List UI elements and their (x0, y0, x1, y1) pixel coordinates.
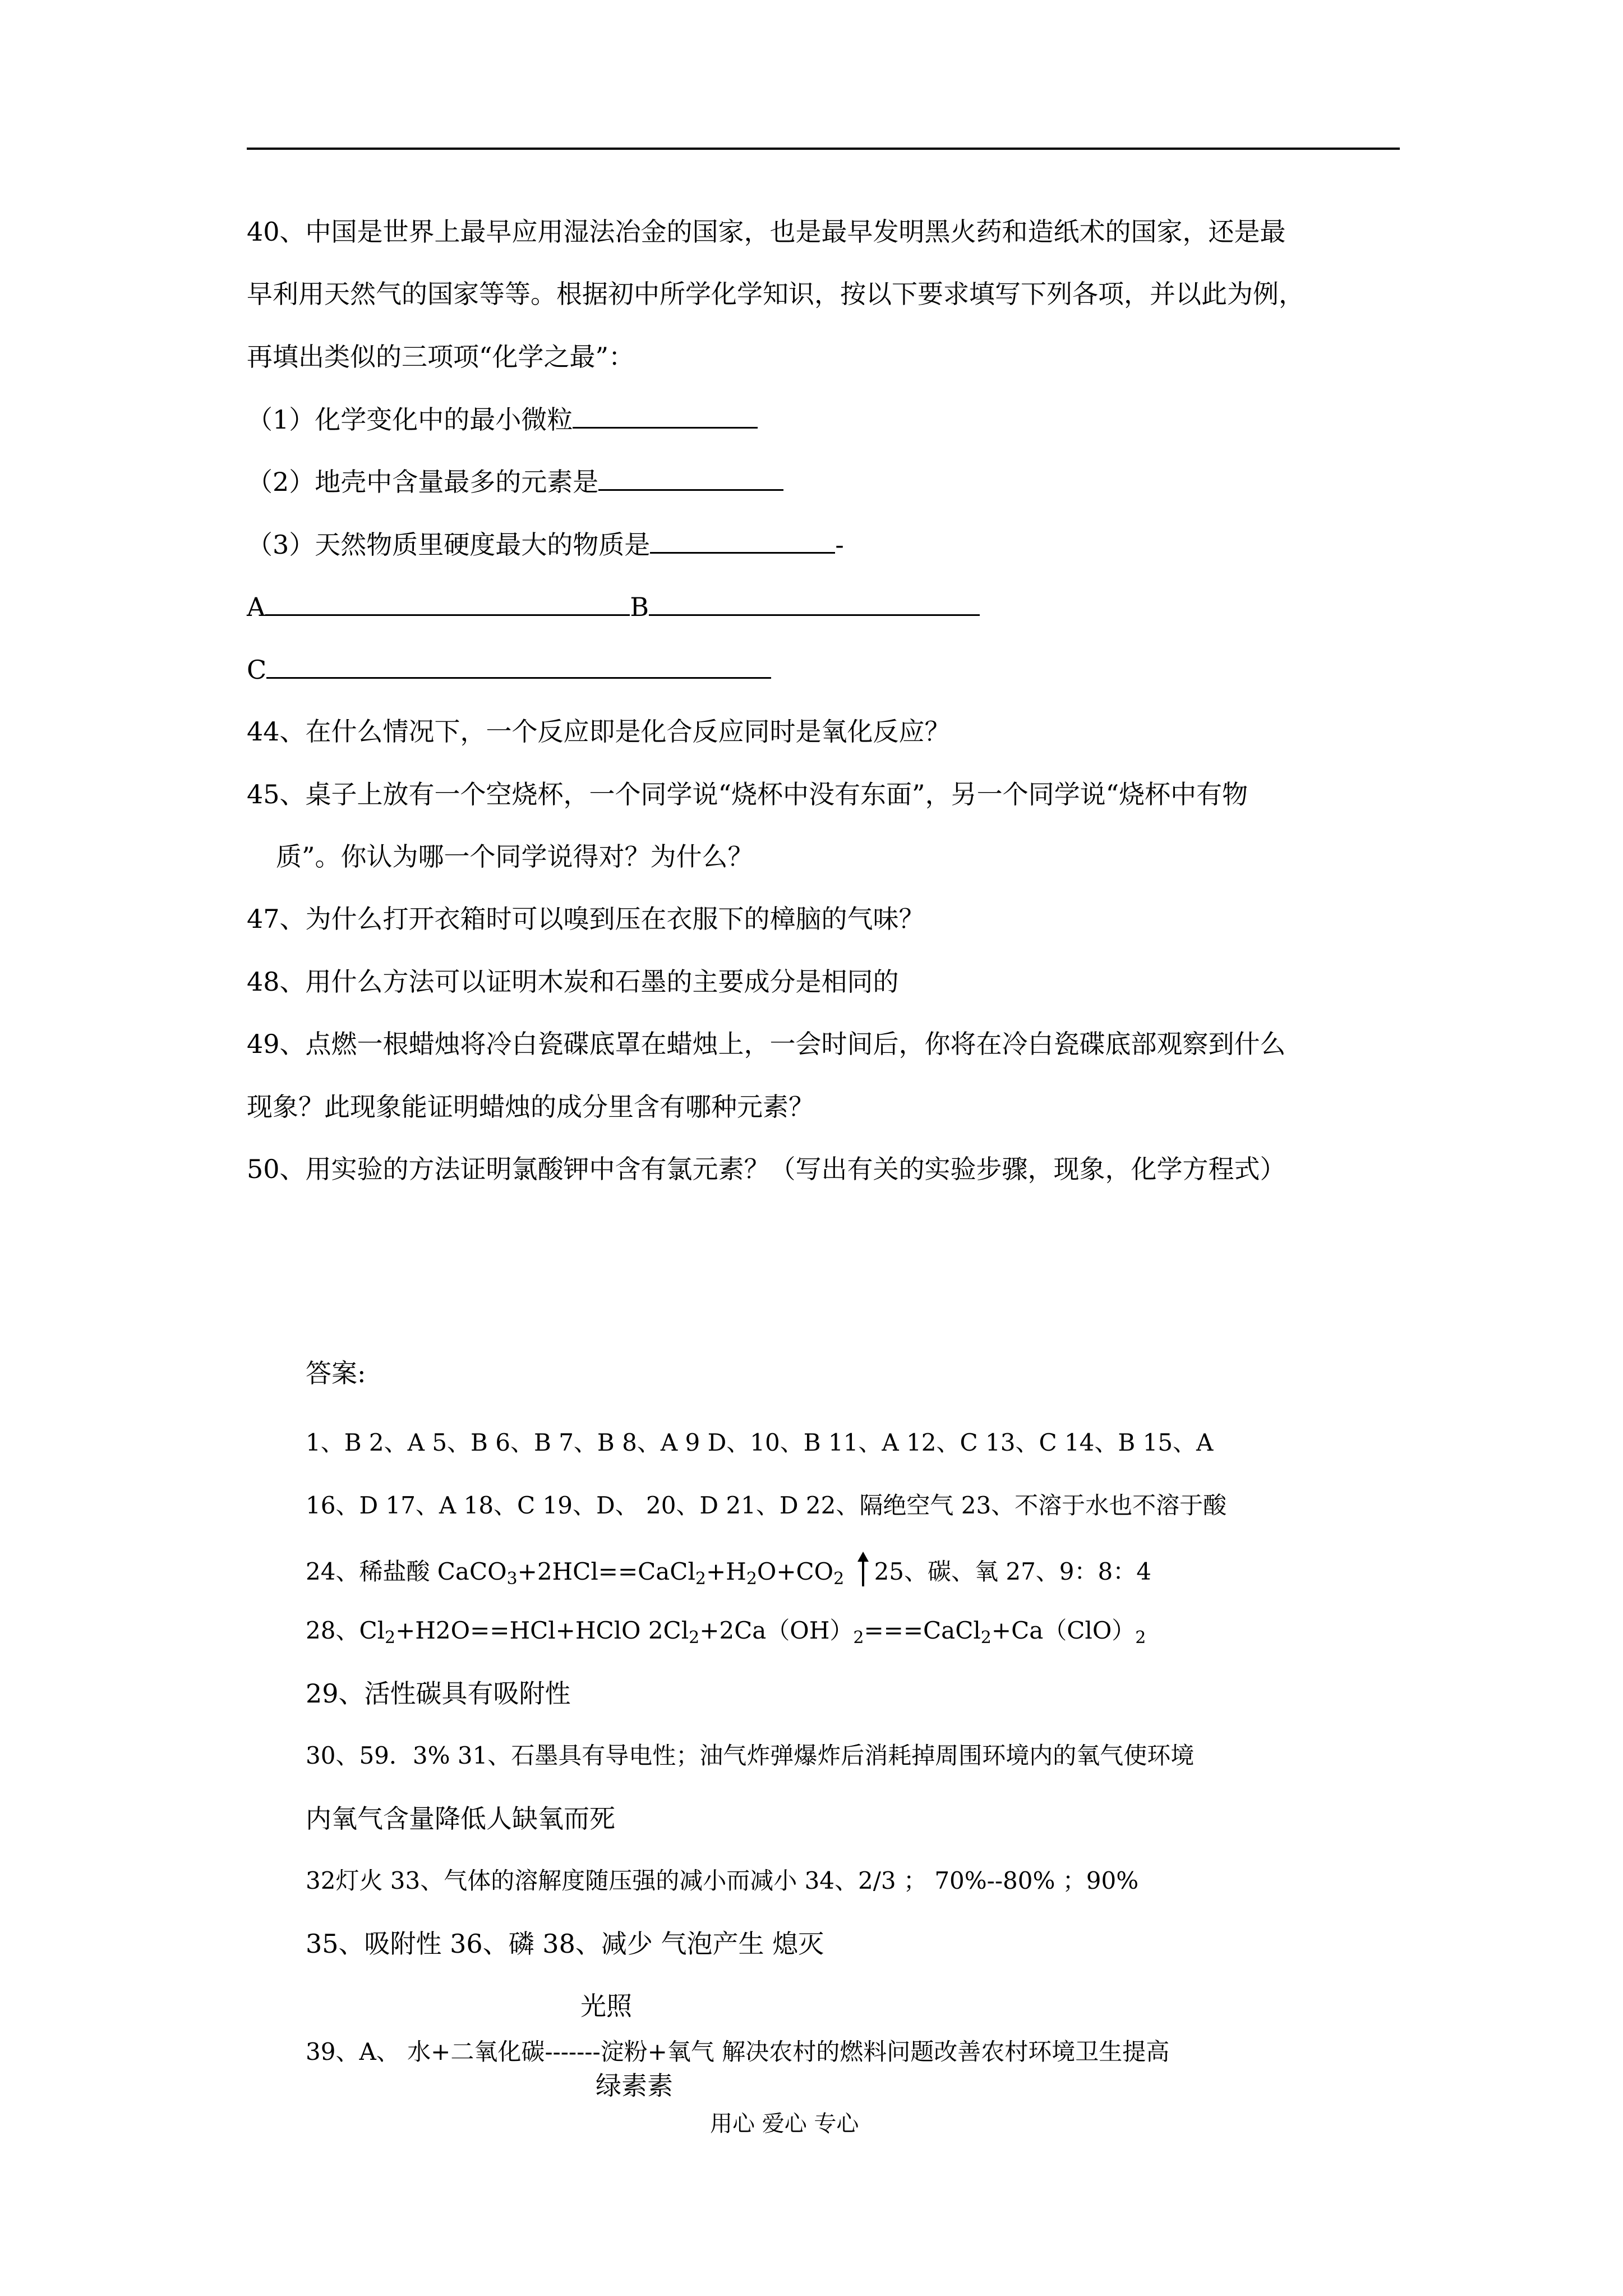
subscript: 2 (833, 1569, 845, 1589)
answer-blank-2[interactable] (598, 464, 783, 491)
subscript: 3 (506, 1569, 518, 1589)
q40-item-2 (247, 464, 783, 499)
q40-blank-row-ab (247, 590, 980, 624)
question-50: 50、用实验的方法证明氯酸钾中含有氯元素？（写出有关的实验步骤，现象，化学方程式） (247, 1154, 1286, 1184)
q40-item-3-tail: - (835, 530, 844, 560)
answer-blank-a[interactable] (265, 590, 630, 616)
equation-part: +Ca（ClO） (991, 1617, 1136, 1644)
answers-row-1: 1、B 2、A 5、B 6、B 7、B 8、A 9 D、10、B 11、A 12、C 13、C 14、B 15、A (306, 1429, 1214, 1456)
equation-part: +H2O==HCl+HClO 2Cl (395, 1617, 689, 1644)
q40-item-1 (247, 402, 758, 436)
question-45-line-1: 45、桌子上放有一个空烧杯，一个同学说“烧杯中没有东面”，另一个同学说“烧杯中有物 (247, 779, 1248, 809)
equation-part: O+CO (757, 1558, 834, 1585)
subscript: 2 (385, 1628, 396, 1648)
question-49-line-2: 现象？此现象能证明蜡烛的成分里含有哪种元素？ (247, 1092, 814, 1122)
answer-blank-1[interactable] (573, 402, 758, 429)
q40-blank-row-c (247, 652, 771, 687)
answer-blank-b[interactable] (649, 590, 980, 616)
subscript: 2 (1135, 1628, 1146, 1648)
answers-row-2: 16、D 17、A 18、C 19、D、 20、D 21、D 22、隔绝空气 23、不溶于水也不溶于酸 (306, 1492, 1227, 1519)
q40-line-3: 再填出类似的三项项“化学之最”： (247, 342, 635, 372)
answers-row-6: 30、59．3% 31、石墨具有导电性；油气炸弹爆炸后消耗掉周围环境内的氧气使环境 (306, 1742, 1195, 1769)
equation-part: +H (706, 1558, 746, 1585)
reaction-condition-above: 光照 (580, 1991, 632, 2021)
answer-24-text: 24、稀盐酸 CaCO (306, 1558, 507, 1585)
subscript: 2 (853, 1628, 864, 1648)
label-a: A (247, 592, 266, 622)
answers-row-10: 39、A、 水+二氧化碳-------淀粉+氧气 解决农村的燃料问题改善农村环境卫生提高 (306, 2038, 1170, 2065)
question-49-line-1: 49、点燃一根蜡烛将冷白瓷碟底罩在蜡烛上，一会时间后，你将在冷白瓷碟底部观察到什么 (247, 1029, 1286, 1059)
answer-25-27-text: 25、碳、氧 27、9：8：4 (874, 1558, 1151, 1585)
header-rule (247, 148, 1400, 150)
subscript: 2 (746, 1569, 757, 1589)
label-c: C (247, 655, 267, 685)
answers-row-5: 29、活性碳具有吸附性 (306, 1678, 571, 1709)
q40-line-1: 40、中国是世界上最早应用湿法冶金的国家，也是最早发明黑火药和造纸术的国家，还是最 (247, 217, 1286, 247)
answers-row-7: 内氧气含量降低人缺氧而死 (306, 1803, 615, 1834)
equation-part: +2Ca（OH） (699, 1617, 854, 1644)
gas-up-arrow-icon (852, 1552, 874, 1588)
question-44: 44、在什么情况下，一个反应即是化合反应同时是氧化反应？ (247, 716, 951, 747)
answers-row-3 (306, 1552, 1151, 1589)
answers-row-4 (306, 1614, 1146, 1648)
page-footer: 用心 爱心 专心 (710, 2111, 859, 2137)
answers-row-9: 35、吸附性 36、磷 38、减少 气泡产生 熄灭 (306, 1929, 824, 1959)
q40-line-2: 早利用天然气的国家等等。根据初中所学化学知识，按以下要求填写下列各项，并以此为例， (247, 279, 1304, 309)
answers-row-8: 32灯火 33、气体的溶解度随压强的减小而减小 34、2/3 ； 70%--80% ；90% (306, 1867, 1139, 1894)
question-48: 48、用什么方法可以证明木炭和石墨的主要成分是相同的 (247, 967, 899, 997)
subscript: 2 (980, 1628, 992, 1648)
question-47: 47、为什么打开衣箱时可以嗅到压在衣服下的樟脑的气味？ (247, 904, 925, 934)
reaction-condition-below: 绿素素 (596, 2070, 673, 2101)
label-b: B (630, 592, 649, 622)
q40-item-3 (247, 527, 844, 562)
answer-blank-c[interactable] (266, 652, 771, 679)
equation-part: +2HCl==CaCl (517, 1558, 695, 1585)
subscript: 2 (689, 1628, 700, 1648)
answers-heading: 答案: (306, 1358, 366, 1388)
equation-part: ===CaCl (864, 1617, 981, 1644)
q40-item-1-text: （1）化学变化中的最小微粒 (247, 404, 573, 435)
q40-item-3-text: （3）天然物质里硬度最大的物质是 (247, 530, 651, 560)
answer-blank-3[interactable] (650, 527, 835, 554)
q40-item-2-text: （2）地壳中含量最多的元素是 (247, 467, 599, 497)
equation-part: 28、Cl (306, 1617, 385, 1644)
question-45-line-2: 质”。你认为哪一个同学说得对？为什么？ (276, 841, 754, 872)
subscript: 2 (695, 1569, 706, 1589)
